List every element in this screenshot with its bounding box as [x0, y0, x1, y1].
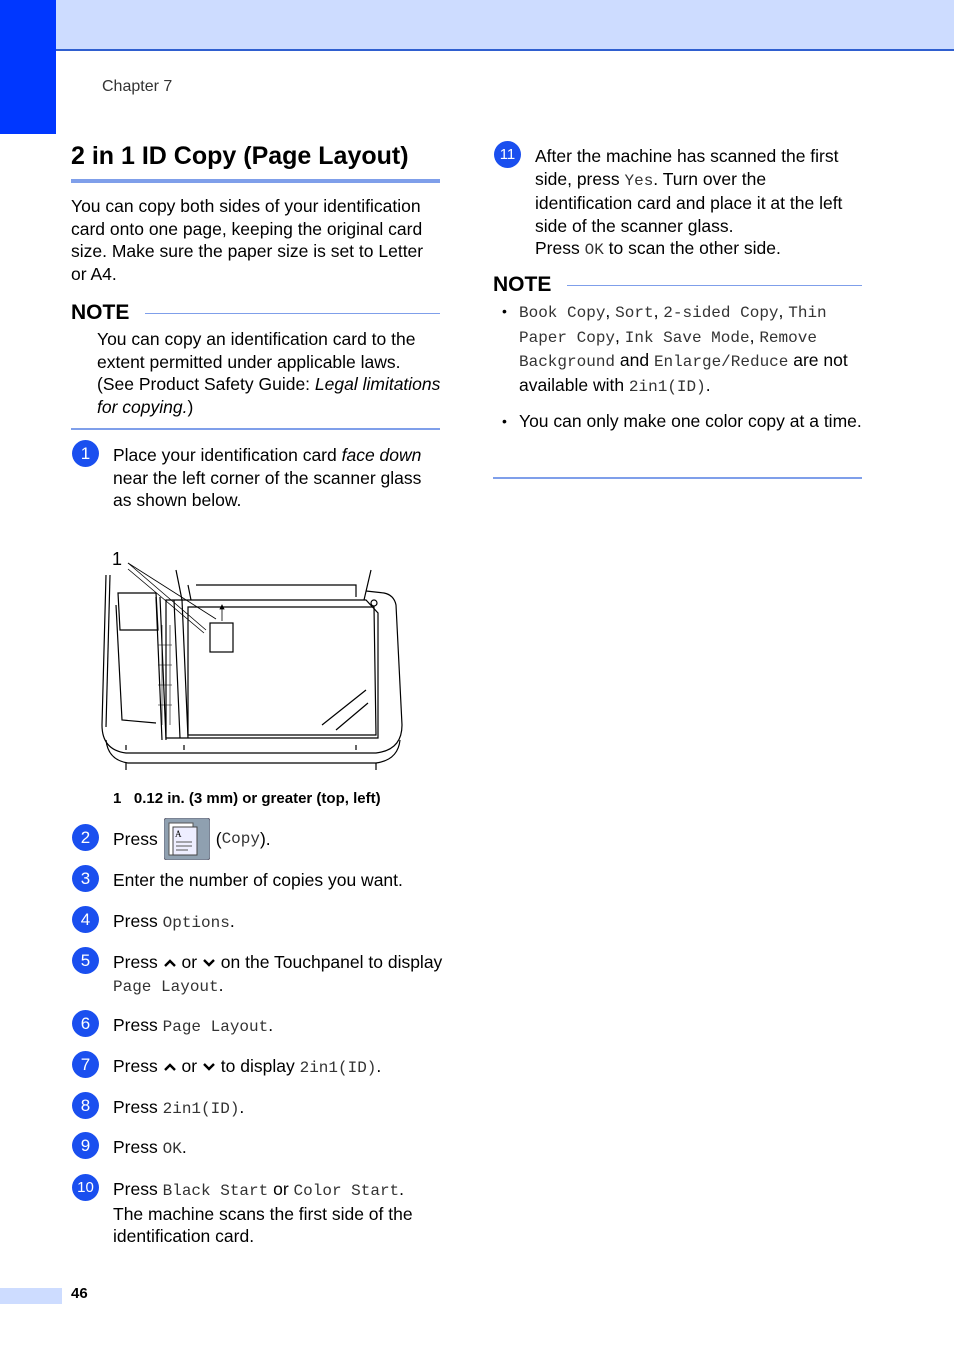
step-6-b: .	[268, 1015, 274, 1035]
step-5-code: Page Layout	[113, 977, 219, 996]
step-1-text	[113, 444, 443, 512]
note-text-em: Legal limitations for copying.	[97, 374, 441, 417]
step-1-b: near the left corner of the scanner glass as shown below.	[113, 467, 422, 510]
sep: ,	[778, 301, 789, 321]
step-badge-10: 10	[72, 1174, 99, 1201]
step-10-line2: The machine scans the first side of the identification card.	[113, 1203, 413, 1246]
chevron-down-icon	[202, 1062, 216, 1072]
step-badge-8: 8	[72, 1092, 99, 1119]
step-4-code: Options	[162, 914, 230, 932]
step-11-a: After the machine has scanned the first side, press	[535, 146, 839, 189]
sep: are not available with	[519, 350, 848, 395]
step-6-a: Press	[113, 1015, 163, 1035]
note-heading-2-label: NOTE	[493, 273, 552, 296]
step-7-b: to display	[220, 1056, 300, 1076]
note-heading-label: NOTE	[71, 301, 130, 324]
step-7-a: Press	[113, 1056, 158, 1076]
opt-enlarge-reduce: Enlarge/Reduce	[653, 353, 789, 371]
step-11-c: Press	[535, 238, 585, 258]
chevron-down-icon	[202, 958, 216, 968]
step-8-a: Press	[113, 1097, 163, 1117]
caption-num: 1	[113, 790, 122, 807]
step-10-b: .	[399, 1179, 405, 1199]
step-8-code: 2in1(ID)	[162, 1100, 240, 1118]
sep: ,	[615, 325, 625, 346]
step-4-a: Press	[113, 911, 163, 931]
sep: and	[615, 350, 654, 370]
step-11-text	[535, 145, 865, 262]
opt-ink-save-mode: Ink Save Mode	[624, 328, 750, 347]
step-11-b: . Turn over the identification card and place it at the left side of the scanner glass.	[535, 168, 843, 236]
step-11-d: to scan the other side.	[603, 238, 781, 258]
step-5-b: on the Touchpanel to display	[220, 952, 443, 972]
step-7-or: or	[181, 1056, 198, 1076]
scanner-glass-illustration	[96, 545, 408, 770]
note-2-list	[500, 300, 862, 445]
step-9-code: OK	[162, 1140, 182, 1158]
step-2-code: Copy	[221, 829, 260, 848]
step-badge-9: 9	[72, 1132, 99, 1159]
note-text	[97, 328, 442, 418]
caption-text: 0.12 in. (3 mm) or greater (top, left)	[133, 790, 381, 807]
step-11-code2: OK	[584, 241, 604, 259]
step-9-b: .	[181, 1137, 187, 1157]
sep: ,	[749, 325, 760, 346]
note-text-b: )	[187, 396, 194, 417]
step-6-code: Page Layout	[162, 1018, 269, 1036]
step-4-b: .	[229, 911, 235, 931]
note-rule	[145, 313, 440, 314]
intro-paragraph: You can copy both sides of your identification card onto one page, keeping the original card size. Make sure the paper size is set to Letter or A4.	[71, 196, 424, 284]
step-badge-2: 2	[72, 824, 99, 851]
opt-thin-paper-copy: Thin Paper Copy	[519, 304, 827, 347]
step-10-text	[113, 1178, 448, 1248]
note-2-end-rule	[493, 477, 862, 479]
figure-caption	[113, 790, 381, 807]
step-badge-7: 7	[72, 1051, 99, 1078]
step-10-code1: Black Start	[162, 1182, 269, 1200]
step-9-text	[113, 1136, 443, 1161]
copy-button-icon[interactable]	[164, 818, 208, 860]
opt-book-copy: Book Copy	[519, 304, 606, 322]
step-9-a: Press	[113, 1137, 163, 1157]
section-title: 2 in 1 ID Copy (Page Layout)	[71, 142, 440, 183]
step-2-c: ).	[259, 828, 271, 849]
list-item	[500, 300, 862, 398]
step-6-text	[113, 1014, 443, 1039]
step-badge-5: 5	[72, 947, 99, 974]
opt-2-sided-copy: 2-sided Copy	[663, 304, 779, 322]
chevron-up-icon	[163, 1062, 177, 1072]
note-end-rule	[71, 428, 440, 430]
opt-sort: Sort	[615, 304, 654, 322]
sep: ,	[605, 301, 616, 321]
step-badge-11: 11	[494, 141, 521, 168]
scanner-figure	[96, 545, 408, 770]
step-11-code1: Yes	[624, 171, 654, 190]
step-10-code2: Color Start	[293, 1182, 400, 1200]
page-number: 46	[71, 1285, 88, 1302]
step-8-b: .	[239, 1097, 245, 1117]
step-5-text	[113, 951, 443, 998]
step-5-or: or	[181, 952, 198, 972]
figure-callout: 1	[112, 549, 123, 569]
sep: ,	[653, 301, 664, 321]
note-text-a: You can copy an identification card to the extent permitted under applicable laws. (See Product Safety Guide:	[97, 329, 416, 394]
step-2-text	[113, 818, 443, 860]
step-7-text	[113, 1055, 443, 1080]
step-4-text	[113, 910, 443, 935]
step-8-text	[113, 1096, 443, 1121]
sep: .	[705, 374, 711, 395]
step-7-c: .	[376, 1056, 382, 1076]
footer-band	[0, 1288, 62, 1304]
list-item: • You can only make one color copy at a time.	[500, 410, 862, 433]
step-10-a: Press	[113, 1179, 163, 1199]
step-2-a: Press	[113, 828, 158, 849]
note-heading	[71, 301, 440, 325]
header-band	[0, 0, 954, 51]
step-badge-1: 1	[72, 440, 99, 467]
chevron-up-icon	[163, 958, 177, 968]
step-3-text: Enter the number of copies you want.	[113, 870, 403, 890]
chapter-tab	[0, 0, 56, 134]
step-5-a: Press	[113, 952, 158, 972]
chapter-label: Chapter 7	[102, 78, 173, 95]
step-10-or: or	[268, 1179, 294, 1199]
note-rule-2	[567, 285, 862, 286]
step-7-code: 2in1(ID)	[299, 1059, 377, 1077]
step-badge-4: 4	[72, 906, 99, 933]
step-1-a: Place your identification card	[113, 445, 342, 465]
opt-2in1-id: 2in1(ID)	[628, 377, 706, 396]
svg-text:A: A	[174, 829, 182, 839]
opt-remove-background: Remove Background	[519, 328, 817, 371]
step-badge-3: 3	[72, 865, 99, 892]
step-5-c: .	[218, 974, 224, 995]
note-heading-2	[493, 273, 862, 297]
step-1-em: face down	[341, 445, 422, 465]
step-badge-6: 6	[72, 1010, 99, 1037]
step-2-b: (	[215, 828, 222, 849]
